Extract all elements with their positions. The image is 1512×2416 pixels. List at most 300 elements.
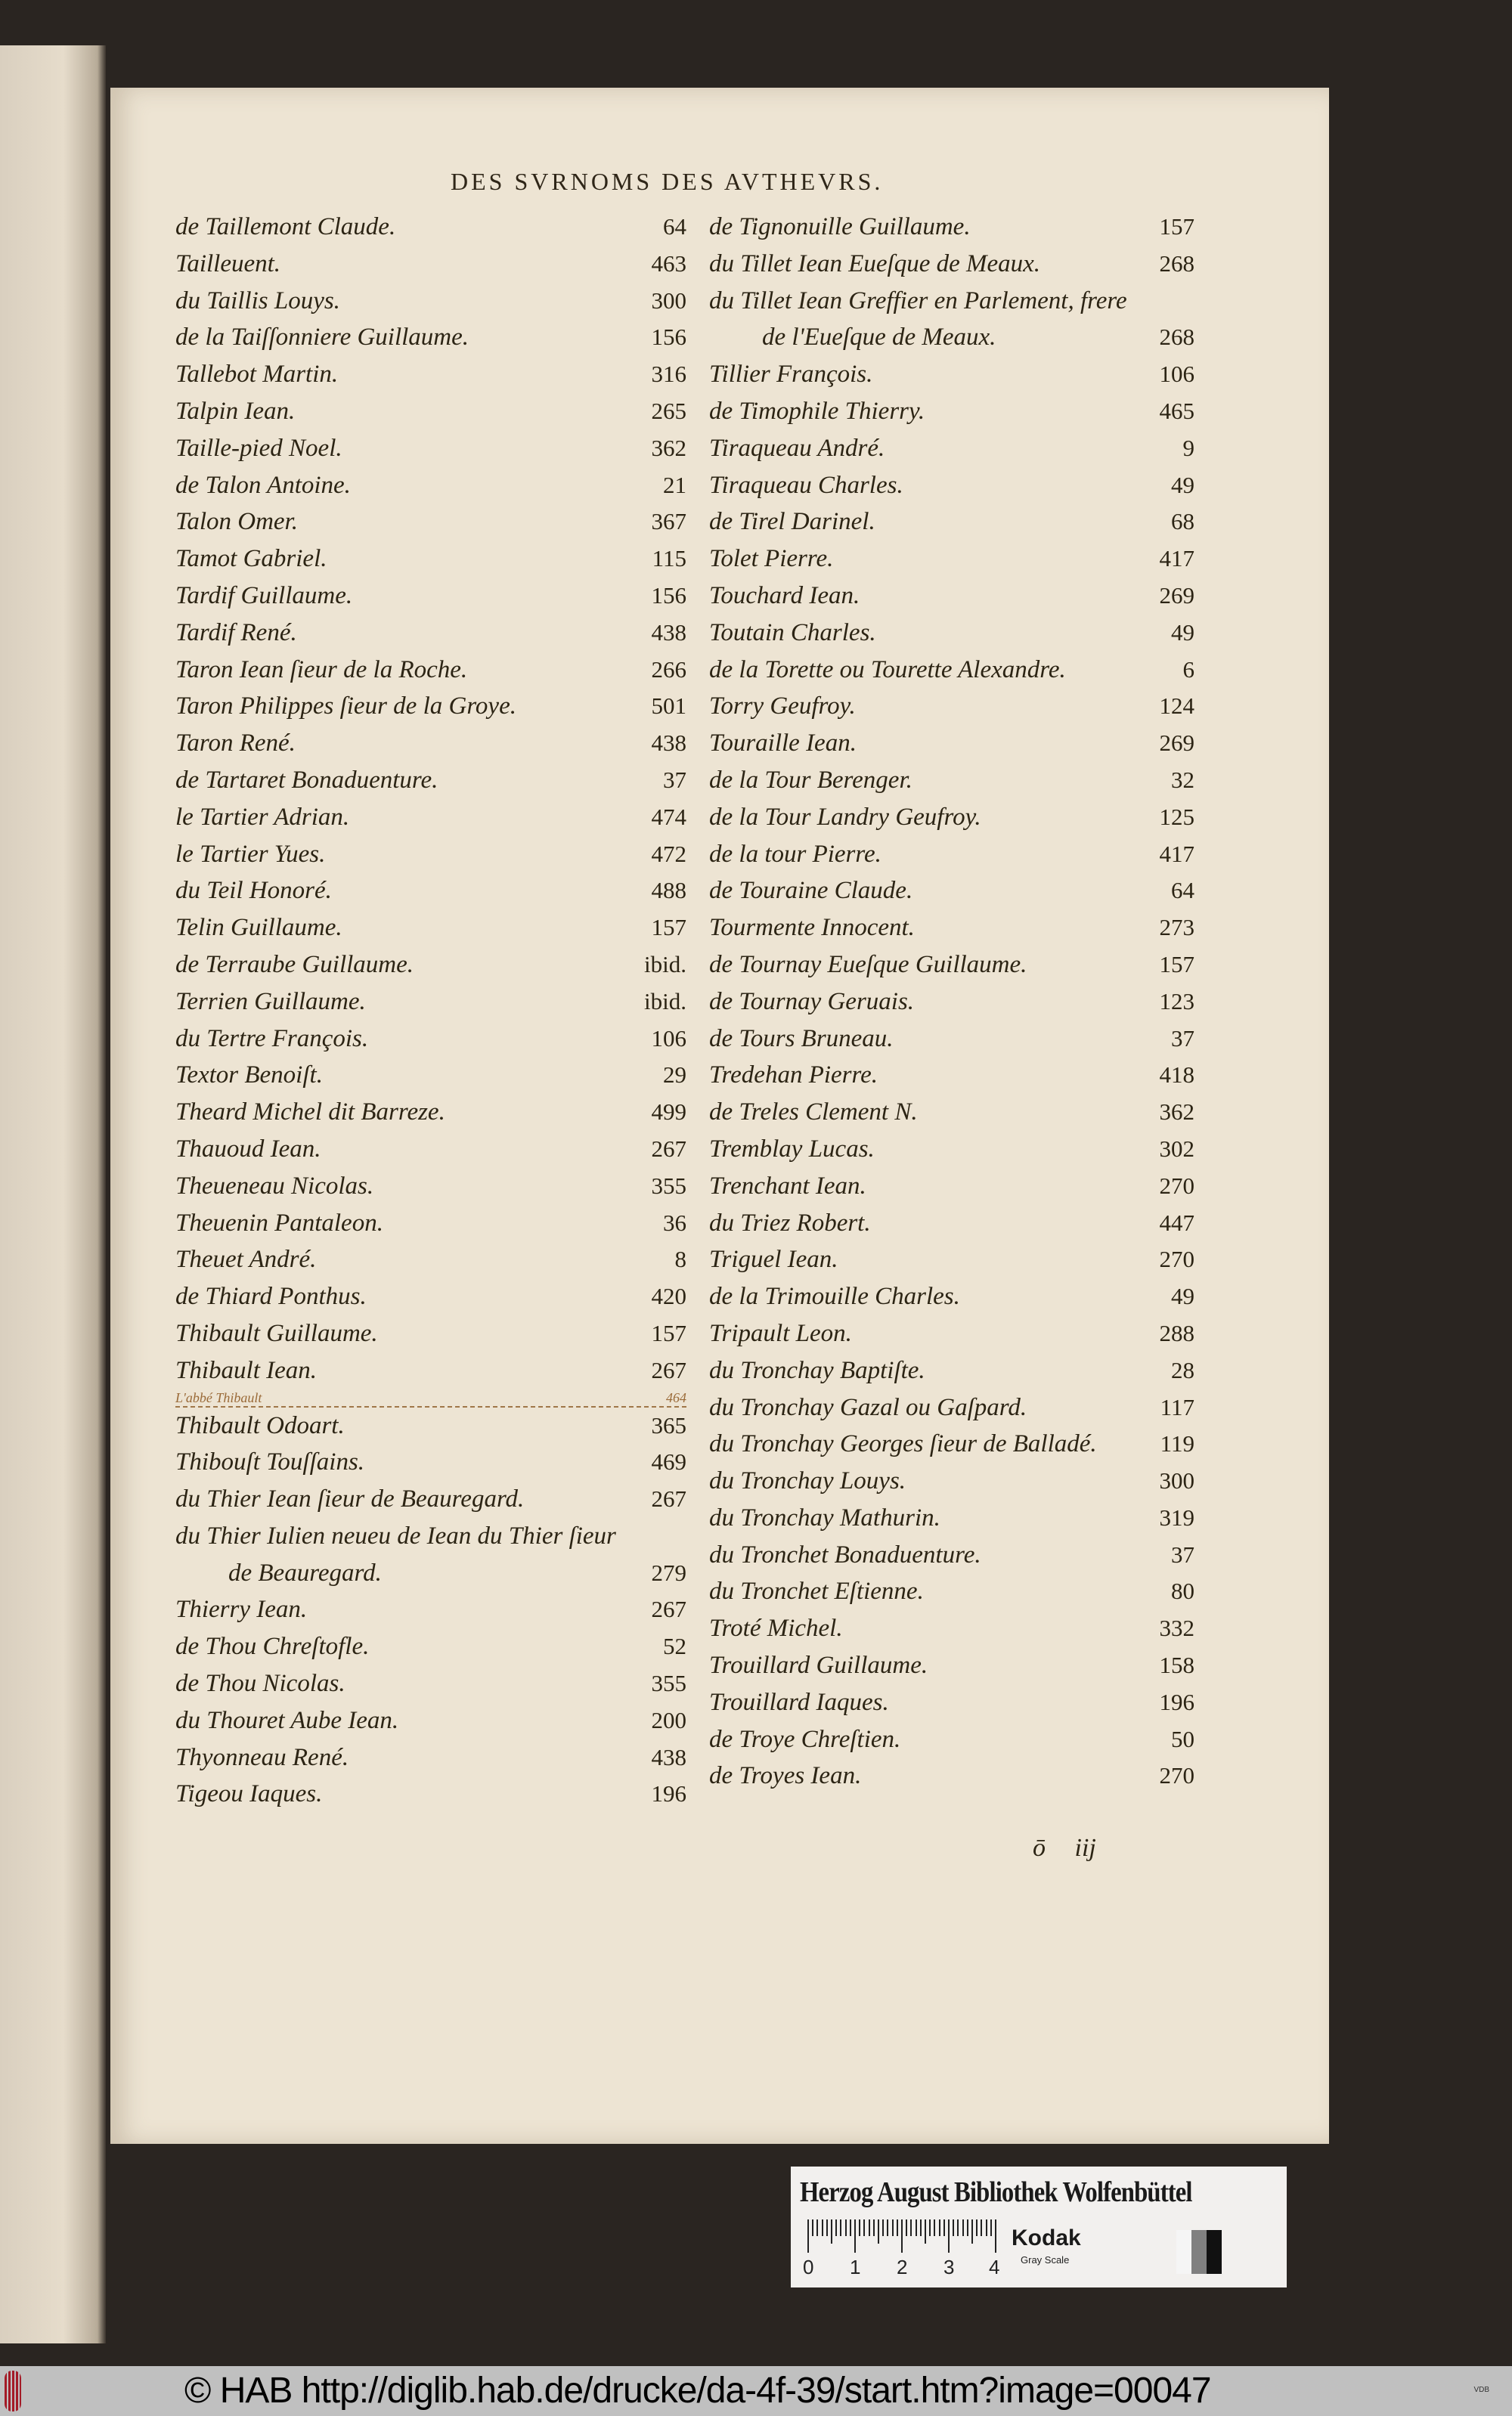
index-entry	[175, 1665, 686, 1702]
index-entry	[175, 209, 686, 246]
index-entry	[175, 1057, 686, 1094]
index-entry	[709, 1352, 1194, 1389]
ruler-tick	[854, 2219, 856, 2253]
entry-page: 158	[1159, 1652, 1194, 1679]
ruler-tick	[920, 2219, 922, 2236]
ruler-tick	[897, 2219, 898, 2236]
facing-page-edge	[0, 45, 106, 2343]
entry-page: 196	[1159, 1688, 1194, 1715]
index-entry	[709, 1241, 1194, 1278]
index-entry	[175, 541, 686, 578]
ruler-tick	[981, 2219, 982, 2236]
index-entry	[709, 615, 1194, 652]
index-entry	[175, 1408, 686, 1445]
entry-name: de Touraine Claude.	[709, 877, 913, 905]
index-entry	[709, 1463, 1194, 1500]
entry-page: 319	[1159, 1504, 1194, 1531]
index-entry	[709, 1537, 1194, 1574]
entry-name: de Tartaret Bonaduenture.	[175, 766, 438, 794]
entry-name: Tredehan Pierre.	[709, 1061, 878, 1089]
running-header: DES SVRNOMS DES AVTHEVRS.	[451, 168, 884, 195]
index-entry	[709, 1500, 1194, 1537]
ruler-tick	[995, 2219, 996, 2253]
entry-name: Thierry Iean.	[175, 1596, 308, 1624]
entry-page: 279	[651, 1559, 686, 1586]
entry-name: Triguel Iean.	[709, 1246, 838, 1274]
entry-name: de Terraube Guillaume.	[175, 950, 414, 978]
entry-page: 6	[1182, 655, 1194, 683]
ruler-number: 1	[850, 2256, 861, 2278]
entry-page: 49	[1171, 471, 1194, 498]
entry-page: 270	[1159, 1246, 1194, 1273]
gray-patch-mid	[1191, 2230, 1207, 2274]
entry-page: 49	[1171, 1283, 1194, 1310]
index-entry	[175, 652, 686, 689]
index-entry	[175, 1315, 686, 1352]
index-entry	[709, 1131, 1194, 1168]
entry-page: 265	[651, 397, 686, 424]
entry-name: de la Tour Landry Geufroy.	[709, 803, 981, 831]
signature-mark: ō iij	[1033, 1834, 1096, 1862]
index-entry	[709, 1684, 1194, 1721]
entry-name: Toutain Charles.	[709, 618, 876, 646]
entry-name: Tourmente Innocent.	[709, 914, 915, 942]
ruler-tick	[835, 2219, 837, 2236]
entry-page: 438	[651, 1743, 686, 1770]
entry-name: de Timophile Thierry.	[709, 397, 925, 425]
entry-name: Taille-pied Noel.	[175, 434, 342, 462]
entry-page: 125	[1159, 803, 1194, 830]
entry-name: du Tronchay Gazal ou Gaſpard.	[709, 1393, 1027, 1421]
ruler-tick	[892, 2219, 894, 2236]
index-column-right	[709, 209, 1194, 1795]
entry-name: Tillier François.	[709, 361, 873, 389]
index-entry	[175, 762, 686, 799]
entry-name: du Tronchay Louys.	[709, 1467, 906, 1495]
entry-page: 472	[651, 840, 686, 867]
entry-name: de Treles Clement N.	[709, 1098, 918, 1126]
ruler-number: 2	[897, 2256, 908, 2278]
index-entry	[175, 909, 686, 946]
index-entry	[709, 983, 1194, 1021]
index-entry	[709, 1278, 1194, 1315]
entry-name: Terrien Guillaume.	[175, 987, 366, 1015]
entry-name: du Tertre François.	[175, 1024, 369, 1052]
index-entry	[709, 872, 1194, 909]
entry-page: 474	[651, 803, 686, 830]
entry-name: de Taillemont Claude.	[175, 213, 396, 240]
index-entry	[175, 725, 686, 762]
ruler-tick	[990, 2219, 992, 2236]
ruler	[807, 2219, 996, 2253]
entry-page: 157	[1159, 213, 1194, 240]
ruler-tick	[943, 2219, 945, 2236]
entry-page: 438	[651, 729, 686, 757]
gray-patch-white	[1176, 2230, 1191, 2274]
ruler-tick	[859, 2219, 860, 2236]
index-entry	[709, 688, 1194, 725]
ruler-tick	[916, 2219, 917, 2236]
ruler-tick	[873, 2219, 875, 2236]
entry-page: 355	[651, 1172, 686, 1199]
entry-page: 80	[1171, 1578, 1194, 1605]
entry-name: de la Torette ou Tourette Alexandre.	[709, 655, 1066, 683]
index-entry	[709, 1021, 1194, 1058]
entry-name: Trenchant Iean.	[709, 1172, 866, 1200]
index-entry	[175, 1131, 686, 1168]
entry-page: 52	[663, 1633, 686, 1660]
entry-name: de la Trimouille Charles.	[709, 1283, 960, 1311]
ruler-tick	[925, 2219, 926, 2244]
ruler-tick	[822, 2219, 823, 2236]
entry-page: 50	[1171, 1725, 1194, 1752]
entry-page: 269	[1159, 581, 1194, 609]
ruler-tick	[910, 2219, 912, 2236]
index-entry	[175, 1702, 686, 1739]
index-entry	[175, 946, 686, 983]
index-entry	[175, 1555, 686, 1592]
ruler-tick	[850, 2219, 851, 2236]
entry-name: Taron Philippes ſieur de la Groye.	[175, 692, 516, 720]
entry-page: 417	[1159, 840, 1194, 867]
entry-page: 420	[651, 1283, 686, 1310]
entry-page: 9	[1182, 434, 1194, 461]
entry-page: 465	[1159, 397, 1194, 424]
ruler-number: 4	[989, 2256, 1000, 2278]
entry-page: 106	[1159, 361, 1194, 388]
entry-name: Thyonneau René.	[175, 1743, 349, 1771]
ruler-tick	[948, 2219, 950, 2253]
entry-page: 200	[651, 1706, 686, 1733]
entry-page: 270	[1159, 1172, 1194, 1199]
index-entry	[709, 283, 1194, 320]
index-entry	[709, 209, 1194, 246]
entry-name: du Tronchay Mathurin.	[709, 1504, 940, 1532]
index-entry	[709, 246, 1194, 283]
entry-name: Theard Michel dit Barreze.	[175, 1098, 445, 1126]
kodak-logo: Kodak	[1012, 2226, 1081, 2250]
entry-name: de la Tour Berenger.	[709, 766, 912, 794]
index-entry	[709, 1426, 1194, 1463]
index-column-left	[175, 209, 686, 1813]
entry-page: 49	[1171, 618, 1194, 646]
entry-page: 37	[1171, 1541, 1194, 1568]
index-entry	[175, 1481, 686, 1518]
index-entry	[175, 1518, 686, 1555]
entry-page: 463	[651, 249, 686, 277]
entry-name: Theueneau Nicolas.	[175, 1172, 374, 1200]
entry-name: Thibault Odoart.	[175, 1411, 345, 1439]
entry-name: Tiraqueau Charles.	[709, 471, 903, 499]
entry-page: 37	[663, 766, 686, 793]
index-entry	[175, 393, 686, 430]
gray-patch-black	[1207, 2230, 1222, 2274]
index-entry	[175, 503, 686, 541]
entry-name: Taron René.	[175, 729, 296, 757]
entry-page: 21	[663, 471, 686, 498]
ruler-tick	[939, 2219, 940, 2236]
index-entry	[175, 1591, 686, 1628]
entry-name: de Troye Chreſtien.	[709, 1725, 901, 1753]
index-entry	[709, 467, 1194, 504]
index-entry	[175, 356, 686, 393]
ruler-tick	[957, 2219, 959, 2236]
index-entry	[175, 836, 686, 873]
entry-name: Theuet André.	[175, 1246, 317, 1274]
ruler-tick	[962, 2219, 964, 2236]
entry-name: Touraille Iean.	[709, 729, 857, 757]
entry-name: Tolet Pierre.	[709, 545, 834, 573]
index-entry	[709, 1057, 1194, 1094]
entry-page: ibid.	[644, 987, 686, 1014]
entry-name: de Thou Chreſtofle.	[175, 1633, 370, 1661]
entry-name: de Troyes Iean.	[709, 1762, 862, 1790]
entry-name: le Tartier Adrian.	[175, 803, 350, 831]
entry-page: 8	[674, 1246, 686, 1273]
entry-page: 124	[1159, 692, 1194, 720]
ruler-tick	[882, 2219, 884, 2236]
entry-name: Tremblay Lucas.	[709, 1135, 875, 1163]
entry-page: 418	[1159, 1061, 1194, 1089]
ruler-tick	[878, 2219, 879, 2244]
entry-page: 267	[651, 1356, 686, 1383]
footer-mark: VDB	[1473, 2386, 1489, 2394]
entry-name: Tiraqueau André.	[709, 434, 885, 462]
entry-page: 501	[651, 692, 686, 720]
entry-name: Thibouſt Touſſains.	[175, 1448, 365, 1476]
ruler-tick	[906, 2219, 907, 2236]
ruler-tick	[869, 2219, 870, 2236]
entry-page: 365	[651, 1411, 686, 1439]
entry-page: 447	[1159, 1209, 1194, 1236]
entry-page: 300	[651, 287, 686, 314]
entry-page: 68	[1171, 508, 1194, 535]
entry-name: du Thier Iean ſieur de Beauregard.	[175, 1485, 525, 1513]
entry-page: 106	[651, 1024, 686, 1052]
entry-page: 157	[1159, 950, 1194, 977]
ruler-tick	[887, 2219, 888, 2236]
entry-name: du Thouret Aube Iean.	[175, 1706, 399, 1734]
index-entry	[175, 1205, 686, 1242]
entry-page: 362	[651, 434, 686, 461]
ruler-tick	[812, 2219, 813, 2236]
entry-name: Talon Omer.	[175, 508, 298, 536]
entry-name: Touchard Iean.	[709, 581, 860, 609]
entry-page: 367	[651, 508, 686, 535]
entry-name: de Tournay Eueſque Guillaume.	[709, 950, 1027, 978]
index-entry	[175, 1776, 686, 1813]
ruler-tick	[971, 2219, 973, 2244]
index-entry	[175, 1444, 686, 1481]
entry-page: 288	[1159, 1319, 1194, 1346]
ruler-tick	[934, 2219, 935, 2236]
ruler-tick	[831, 2219, 832, 2244]
entry-page: 362	[1159, 1098, 1194, 1126]
index-entry	[709, 1168, 1194, 1205]
entry-page: ibid.	[644, 950, 686, 977]
index-entry	[709, 1094, 1194, 1131]
entry-name: de la tour Pierre.	[709, 840, 881, 868]
index-entry	[709, 1721, 1194, 1758]
handwritten-annotation	[175, 1389, 686, 1408]
entry-page: 157	[651, 1319, 686, 1346]
ruler-tick	[953, 2219, 954, 2236]
entry-page: 469	[651, 1448, 686, 1476]
ruler-tick	[967, 2219, 968, 2236]
index-entry	[175, 1241, 686, 1278]
entry-name: de Tours Bruneau.	[709, 1024, 894, 1052]
entry-name: du Tillet Iean Eueſque de Meaux.	[709, 249, 1041, 277]
index-entry	[709, 1205, 1194, 1242]
ruler-tick	[807, 2219, 809, 2253]
entry-name: de la Taiſſonniere Guillaume.	[175, 324, 469, 352]
entry-page: 273	[1159, 914, 1194, 941]
entry-page: 316	[651, 361, 686, 388]
entry-page: 300	[1159, 1467, 1194, 1495]
entry-page: 267	[651, 1135, 686, 1162]
entry-name: du Teil Honoré.	[175, 877, 332, 905]
entry-page: 64	[1171, 877, 1194, 904]
entry-name: de Tignonuille Guillaume.	[709, 213, 971, 240]
entry-page: 156	[651, 324, 686, 351]
entry-name: du Tronchet Bonaduenture.	[709, 1541, 981, 1569]
entry-page: 157	[651, 914, 686, 941]
annotation-page: 464	[666, 1389, 686, 1405]
library-name: Herzog August Bibliothek Wolfenbüttel	[800, 2176, 1192, 2208]
entry-page: 28	[1171, 1356, 1194, 1383]
annotation-text: L'abbé Thibault	[175, 1389, 262, 1405]
entry-page: 32	[1171, 766, 1194, 793]
entry-name: de l'Eueſque de Meaux.	[762, 324, 996, 352]
index-entry	[709, 1758, 1194, 1795]
entry-name: Talpin Iean.	[175, 397, 296, 425]
ruler-tick	[901, 2219, 903, 2253]
entry-page: 196	[651, 1780, 686, 1807]
entry-page: 64	[663, 213, 686, 240]
entry-name: Theuenin Pantaleon.	[175, 1209, 383, 1237]
entry-name: de Tirel Darinel.	[709, 508, 875, 536]
entry-name: Tripault Leon.	[709, 1319, 852, 1347]
ruler-tick	[863, 2219, 865, 2236]
index-entry	[175, 467, 686, 504]
index-entry	[175, 983, 686, 1021]
index-entry	[709, 1573, 1194, 1610]
entry-name: du Triez Robert.	[709, 1209, 871, 1237]
ruler-tick	[976, 2219, 978, 2236]
entry-page: 115	[652, 545, 686, 572]
index-entry	[175, 578, 686, 615]
entry-page: 119	[1160, 1430, 1194, 1457]
entry-name: Tigeou Iaques.	[175, 1780, 323, 1808]
entry-name: du Tronchet Eſtienne.	[709, 1578, 924, 1606]
entry-name: du Tronchay Georges ſieur de Balladé.	[709, 1430, 1097, 1458]
entry-name: de Thiard Ponthus.	[175, 1283, 367, 1311]
entry-page: 417	[1159, 545, 1194, 572]
index-entry	[709, 503, 1194, 541]
entry-page: 332	[1159, 1615, 1194, 1642]
entry-name: Tardif René.	[175, 618, 297, 646]
ruler-tick	[840, 2219, 841, 2236]
index-entry	[709, 1315, 1194, 1352]
entry-name: Troté Michel.	[709, 1615, 843, 1643]
book-page	[110, 88, 1329, 2144]
index-entry	[175, 615, 686, 652]
entry-name: Trouillard Guillaume.	[709, 1652, 928, 1680]
entry-page: 268	[1159, 249, 1194, 277]
entry-page: 267	[651, 1596, 686, 1623]
entry-name: Telin Guillaume.	[175, 914, 342, 942]
entry-name: de Thou Nicolas.	[175, 1670, 345, 1698]
entry-name: Tailleuent.	[175, 249, 281, 277]
index-entry	[709, 578, 1194, 615]
index-entry	[175, 1278, 686, 1315]
entry-name: Trouillard Iaques.	[709, 1688, 889, 1716]
index-entry	[709, 836, 1194, 873]
entry-name: du Thier Iulien neueu de Iean du Thier ſieur	[175, 1522, 616, 1550]
index-entry	[709, 393, 1194, 430]
entry-page: 123	[1159, 987, 1194, 1014]
entry-name: du Tronchay Baptiſte.	[709, 1356, 925, 1384]
entry-page: 36	[663, 1209, 686, 1236]
entry-page: 269	[1159, 729, 1194, 757]
ruler-tick	[816, 2219, 818, 2236]
copyright-url: © HAB http://diglib.hab.de/drucke/da-4f-39/start.htm?image=00047	[184, 2371, 1211, 2411]
index-entry	[709, 430, 1194, 467]
index-entry	[175, 1352, 686, 1389]
index-entry	[709, 1610, 1194, 1647]
entry-page: 499	[651, 1098, 686, 1126]
index-entry	[709, 1389, 1194, 1426]
footer-bar	[0, 2366, 1512, 2416]
index-entry	[709, 946, 1194, 983]
entry-page: 438	[651, 618, 686, 646]
index-entry	[709, 762, 1194, 799]
ruler-tick	[986, 2219, 987, 2236]
entry-page: 29	[663, 1061, 686, 1089]
entry-name: Tallebot Martin.	[175, 361, 339, 389]
index-entry	[709, 652, 1194, 689]
entry-name: Taron Iean ſieur de la Roche.	[175, 655, 468, 683]
entry-page: 37	[1171, 1024, 1194, 1052]
entry-page: 267	[651, 1485, 686, 1513]
ruler-tick	[845, 2219, 847, 2236]
index-entry	[175, 430, 686, 467]
index-entry	[709, 725, 1194, 762]
ruler-number: 0	[803, 2256, 814, 2278]
index-entry	[175, 872, 686, 909]
index-entry	[175, 1021, 686, 1058]
entry-name: du Tillet Iean Greffier en Parlement, frere	[709, 287, 1127, 314]
index-entry	[709, 799, 1194, 836]
entry-name: de Talon Antoine.	[175, 471, 351, 499]
entry-name: Torry Geufroy.	[709, 692, 856, 720]
entry-name: Textor Benoiſt.	[175, 1061, 323, 1089]
entry-name: Thauoud Iean.	[175, 1135, 321, 1163]
index-entry	[709, 1647, 1194, 1684]
index-entry	[175, 1094, 686, 1131]
entry-page: 156	[651, 581, 686, 609]
index-entry	[175, 688, 686, 725]
entry-name: Tardif Guillaume.	[175, 581, 353, 609]
index-entry	[709, 356, 1194, 393]
entry-name: Tamot Gabriel.	[175, 545, 327, 573]
entry-page: 302	[1159, 1135, 1194, 1162]
index-entry	[709, 541, 1194, 578]
entry-page: 488	[651, 877, 686, 904]
ruler-tick	[929, 2219, 931, 2236]
entry-name: le Tartier Yues.	[175, 840, 326, 868]
entry-name: Thibault Iean.	[175, 1356, 317, 1384]
